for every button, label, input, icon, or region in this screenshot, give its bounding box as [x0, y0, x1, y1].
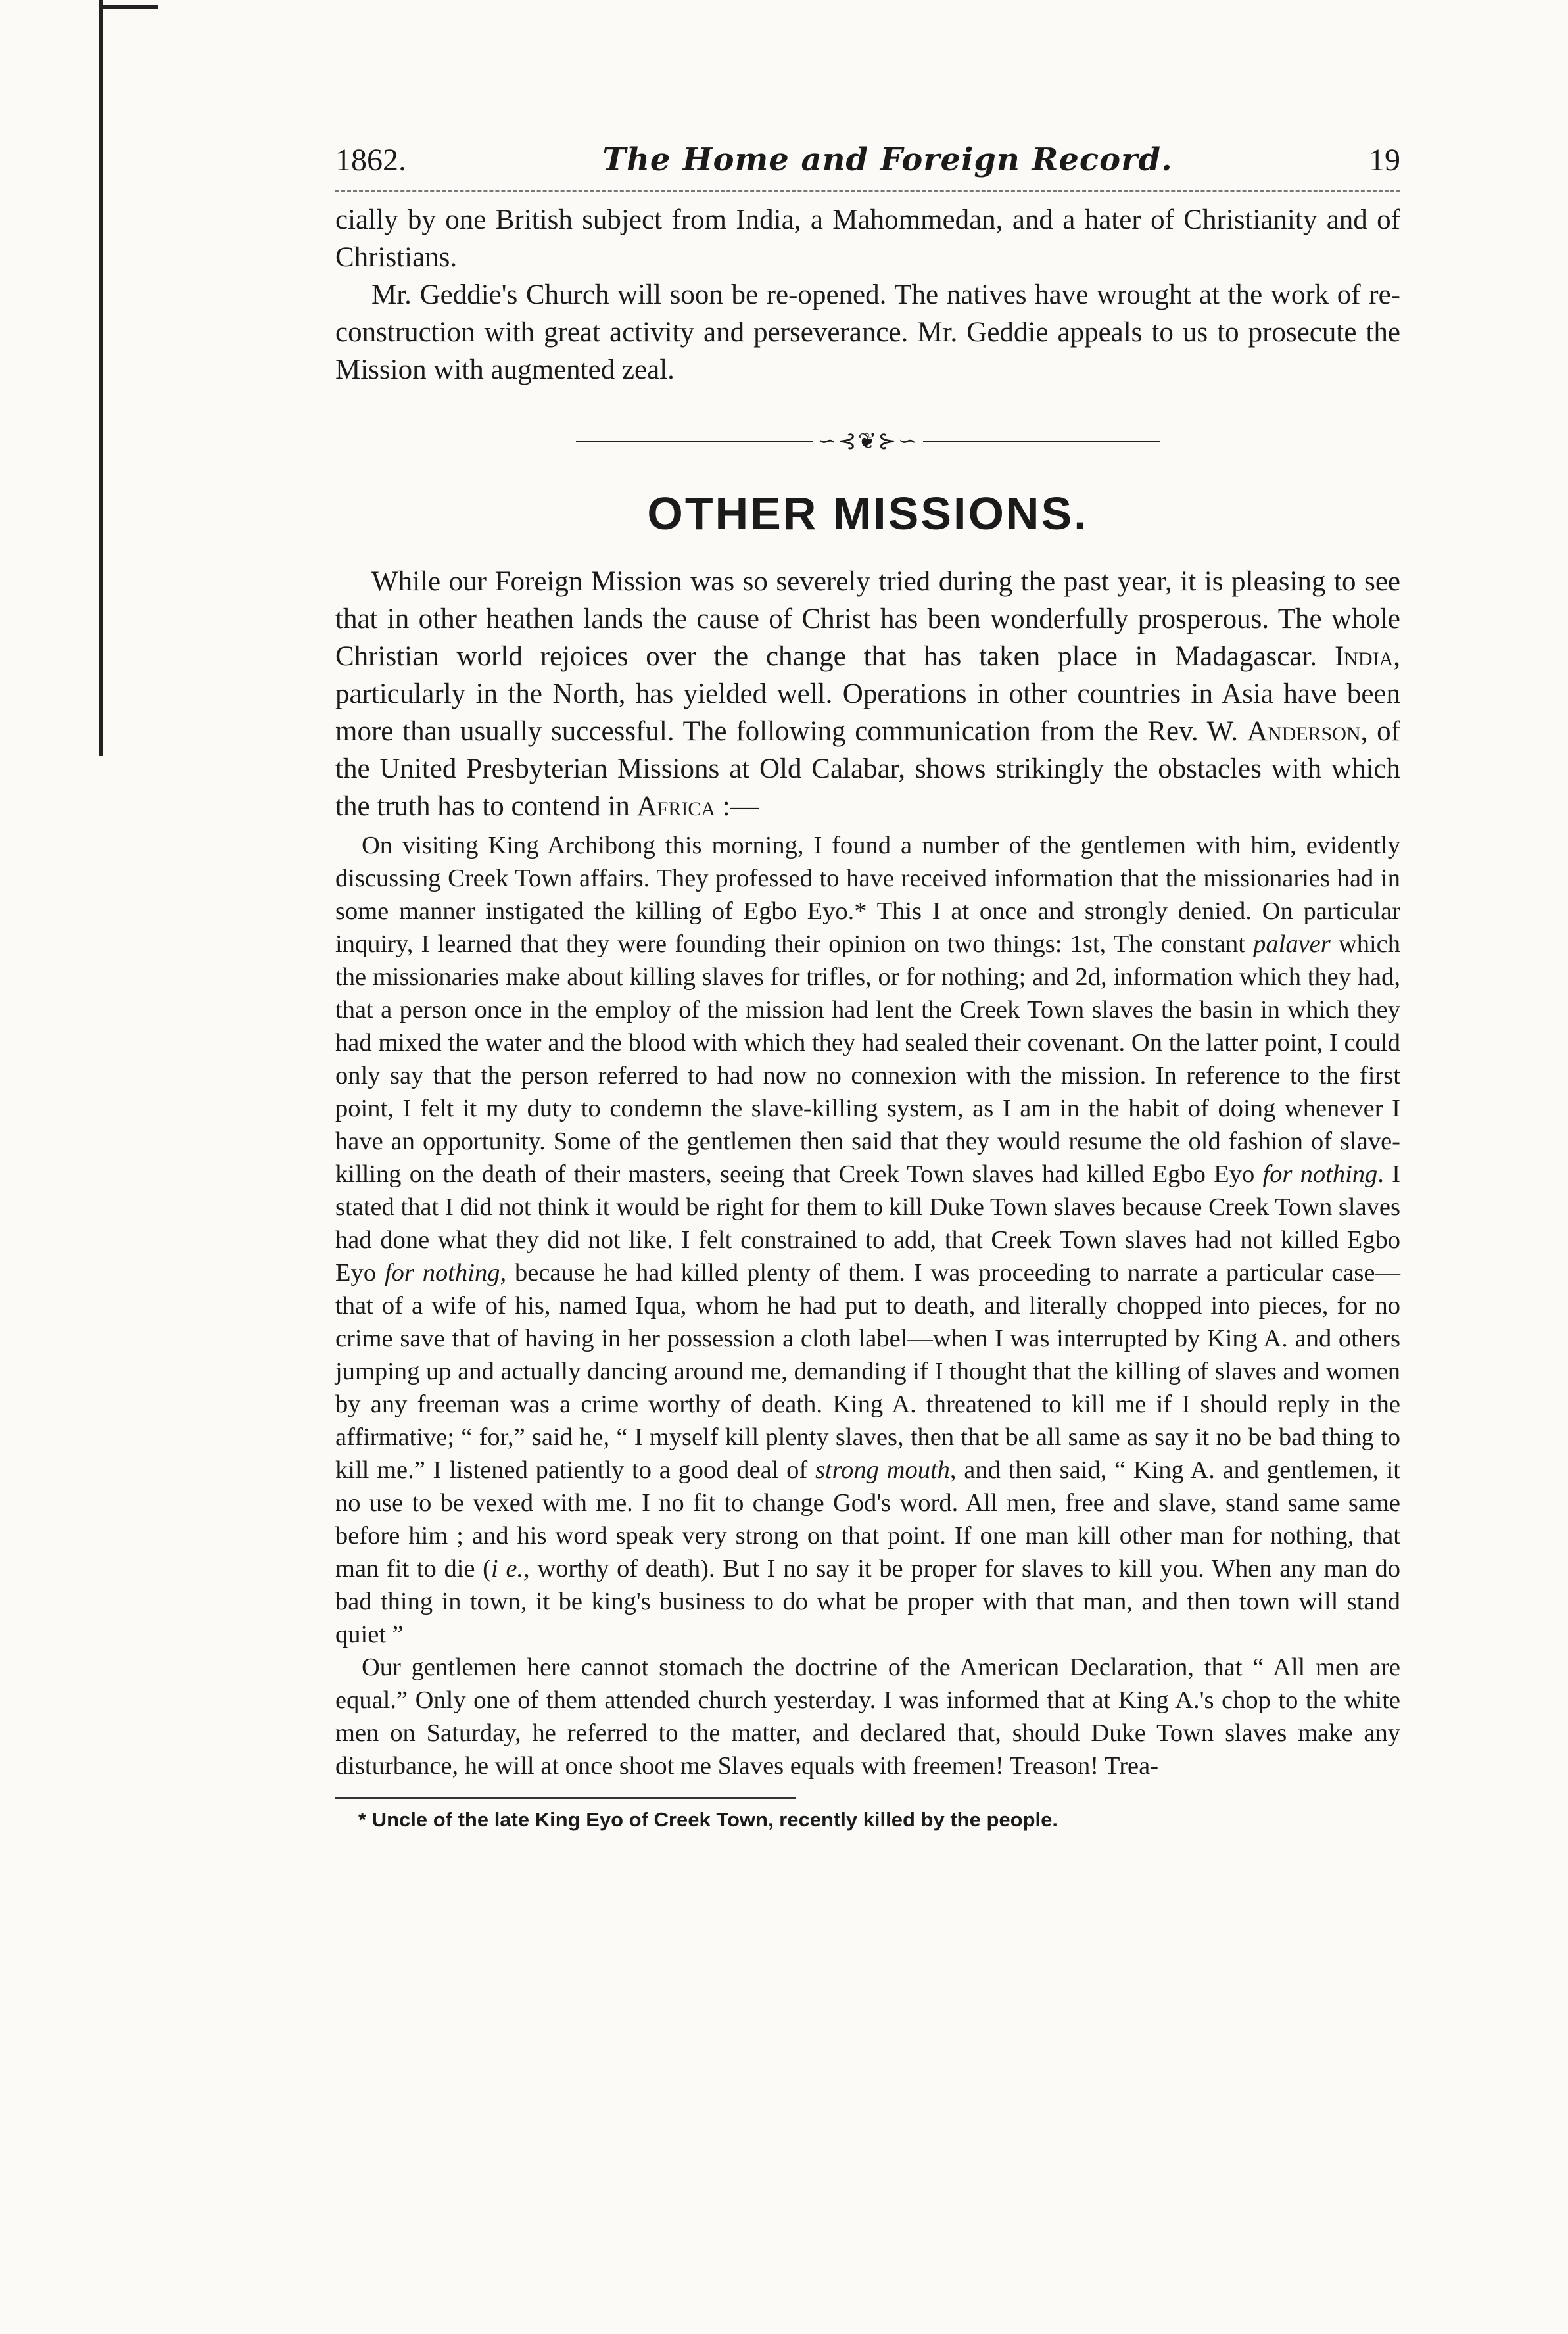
text-run: , particularly in the North, has yielded well. Operations in other countries in Asia have been more than usually successful. The following communication from the Rev. W. — [335, 641, 1400, 747]
text-run: . I stated that I did not think it would be right for them to kill Duke Town slaves because Creek Town slaves had done what they did not like. I felt constrained to add, that Creek Town slaves had not killed Egbo Eyo — [335, 1160, 1400, 1287]
header-rule — [335, 190, 1400, 192]
ornament-rule-right — [923, 441, 1160, 442]
place-africa: Africa — [636, 791, 715, 822]
running-head — [335, 141, 1400, 187]
footnote: * Uncle of the late King Eyo of Creek Town, recently killed by the people. — [358, 1808, 1058, 1831]
binding-mark — [99, 5, 158, 9]
italic-ie: i e. — [490, 1555, 524, 1583]
place-india: India — [1334, 641, 1394, 672]
letter-paragraph-2: Our gentlemen here cannot stomach the doctrine of the American Declaration, that “ All men are equal.” Only one of them attended church yesterday. I was informed that at King A.'s chop to the white men on Saturday, he referred to the matter, and declared that, should Duke Town slaves make any disturbance, he will at once shoot me Slaves equals with freemen! Treason! Trea- — [335, 1654, 1400, 1780]
page-number: 19 — [1368, 143, 1400, 178]
text-run: , worthy of death). But I no say it be proper for slaves to kill you. When any man do bad thing in town, it be king's business to do what be proper with that man, and then town will stand quiet ” — [335, 1555, 1400, 1648]
italic-for-nothing: for nothing — [1262, 1160, 1378, 1188]
italic-for-nothing: for nothing — [384, 1259, 500, 1287]
text-run: , and then said, “ King A. and gentlemen, it no use to be vexed with me. I no fit to change God's word. All men, free and slave, stand same same before him ; and his word speak very strong on that point. If one man kill other man for nothing, that man fit to die ( — [335, 1456, 1400, 1583]
header-year: 1862. — [335, 143, 406, 178]
text-run: On visiting King Archibong this morning, I found a number of the gentlemen with him, evidently discussing Creek Town affairs. They professed to have received information that the missionaries had in some manner instigated the killing of Egbo Eyo.* This I at once and strongly denied. On particular inquiry, I learned that they were founding their opinion on two things: 1st, The constant — [335, 832, 1400, 958]
author-anderson: Anderson — [1247, 716, 1361, 747]
intro-paragraph-2: Mr. Geddie's Church will soon be re-opened. The natives have wrought at the work of re-construction with great activity and perseverance. Mr. Geddie appeals to us to prosecute the Mission with augmented zeal. — [335, 279, 1400, 385]
section-divider-ornament — [335, 428, 1400, 454]
flourish-icon: ∽⊰❦⊱∽ — [817, 429, 918, 454]
text-run: , of the United Presbyterian Missions at Old Calabar, shows strikingly the obstacles with which the truth has to contend in — [335, 716, 1400, 822]
footnote-rule — [335, 1797, 796, 1799]
quoted-letter — [335, 829, 1400, 1782]
binding-line — [99, 0, 103, 756]
section-intro-paragraph — [335, 563, 1400, 825]
text-run: :— — [722, 791, 759, 822]
italic-palaver: palaver — [1253, 930, 1331, 958]
ornament-rule-left — [576, 441, 813, 442]
italic-strong-mouth: strong mouth — [815, 1456, 950, 1484]
text-run: While our Foreign Mission was so severely tried during the past year, it is pleasing to see that in other heathen lands the cause of Christ has been wonderfully prosperous. The whole Christian world rejoices over the change that has taken place in Madagascar. — [335, 566, 1400, 672]
intro-paragraph-1: cially by one British subject from India, a Mahommedan, and a hater of Christianity and of Christians. — [335, 204, 1400, 273]
text-run: , because he had killed plenty of them. I was proceeding to narrate a particular case—that of a wife of his, named Iqua, whom he had put to death, and literally chopped into pieces, for no crime save that of having in her possession a cloth label—when I was interrupted by King A. and others jumping up and actually dancing around me, demanding if I thought that the killing of slaves and women by any freeman was a crime worthy of death. King A. threatened to kill me if I should reply in the affirmative; “ for,” said he, “ I myself kill plenty slaves, then that be all same as say it no be bad thing to kill me.” I listened patiently to a good deal of — [335, 1259, 1400, 1484]
page-content — [335, 141, 1400, 1832]
letter-paragraph-1 — [335, 829, 1400, 1651]
text-run: which the missionaries make about killing slaves for trifles, or for nothing; and 2d, information which they had, that a person once in the employ of the mission had lent the Creek Town slaves the basin in which they had mixed the water and the blood with which they had sealed their covenant. On the latter point, I could only say that the person referred to had now no connexion with the mission. In reference to the first point, I felt it my duty to condemn the slave-killing system, as I am in the habit of doing whenever I have an opportunity. Some of the gentlemen then said that they would resume the old fashion of slave-killing on the death of their masters, seeing that Creek Town slaves had killed Egbo Eyo — [335, 930, 1400, 1188]
header-title: The Home and Foreign Record. — [602, 141, 1173, 178]
section-heading: OTHER MISSIONS. — [647, 488, 1089, 539]
